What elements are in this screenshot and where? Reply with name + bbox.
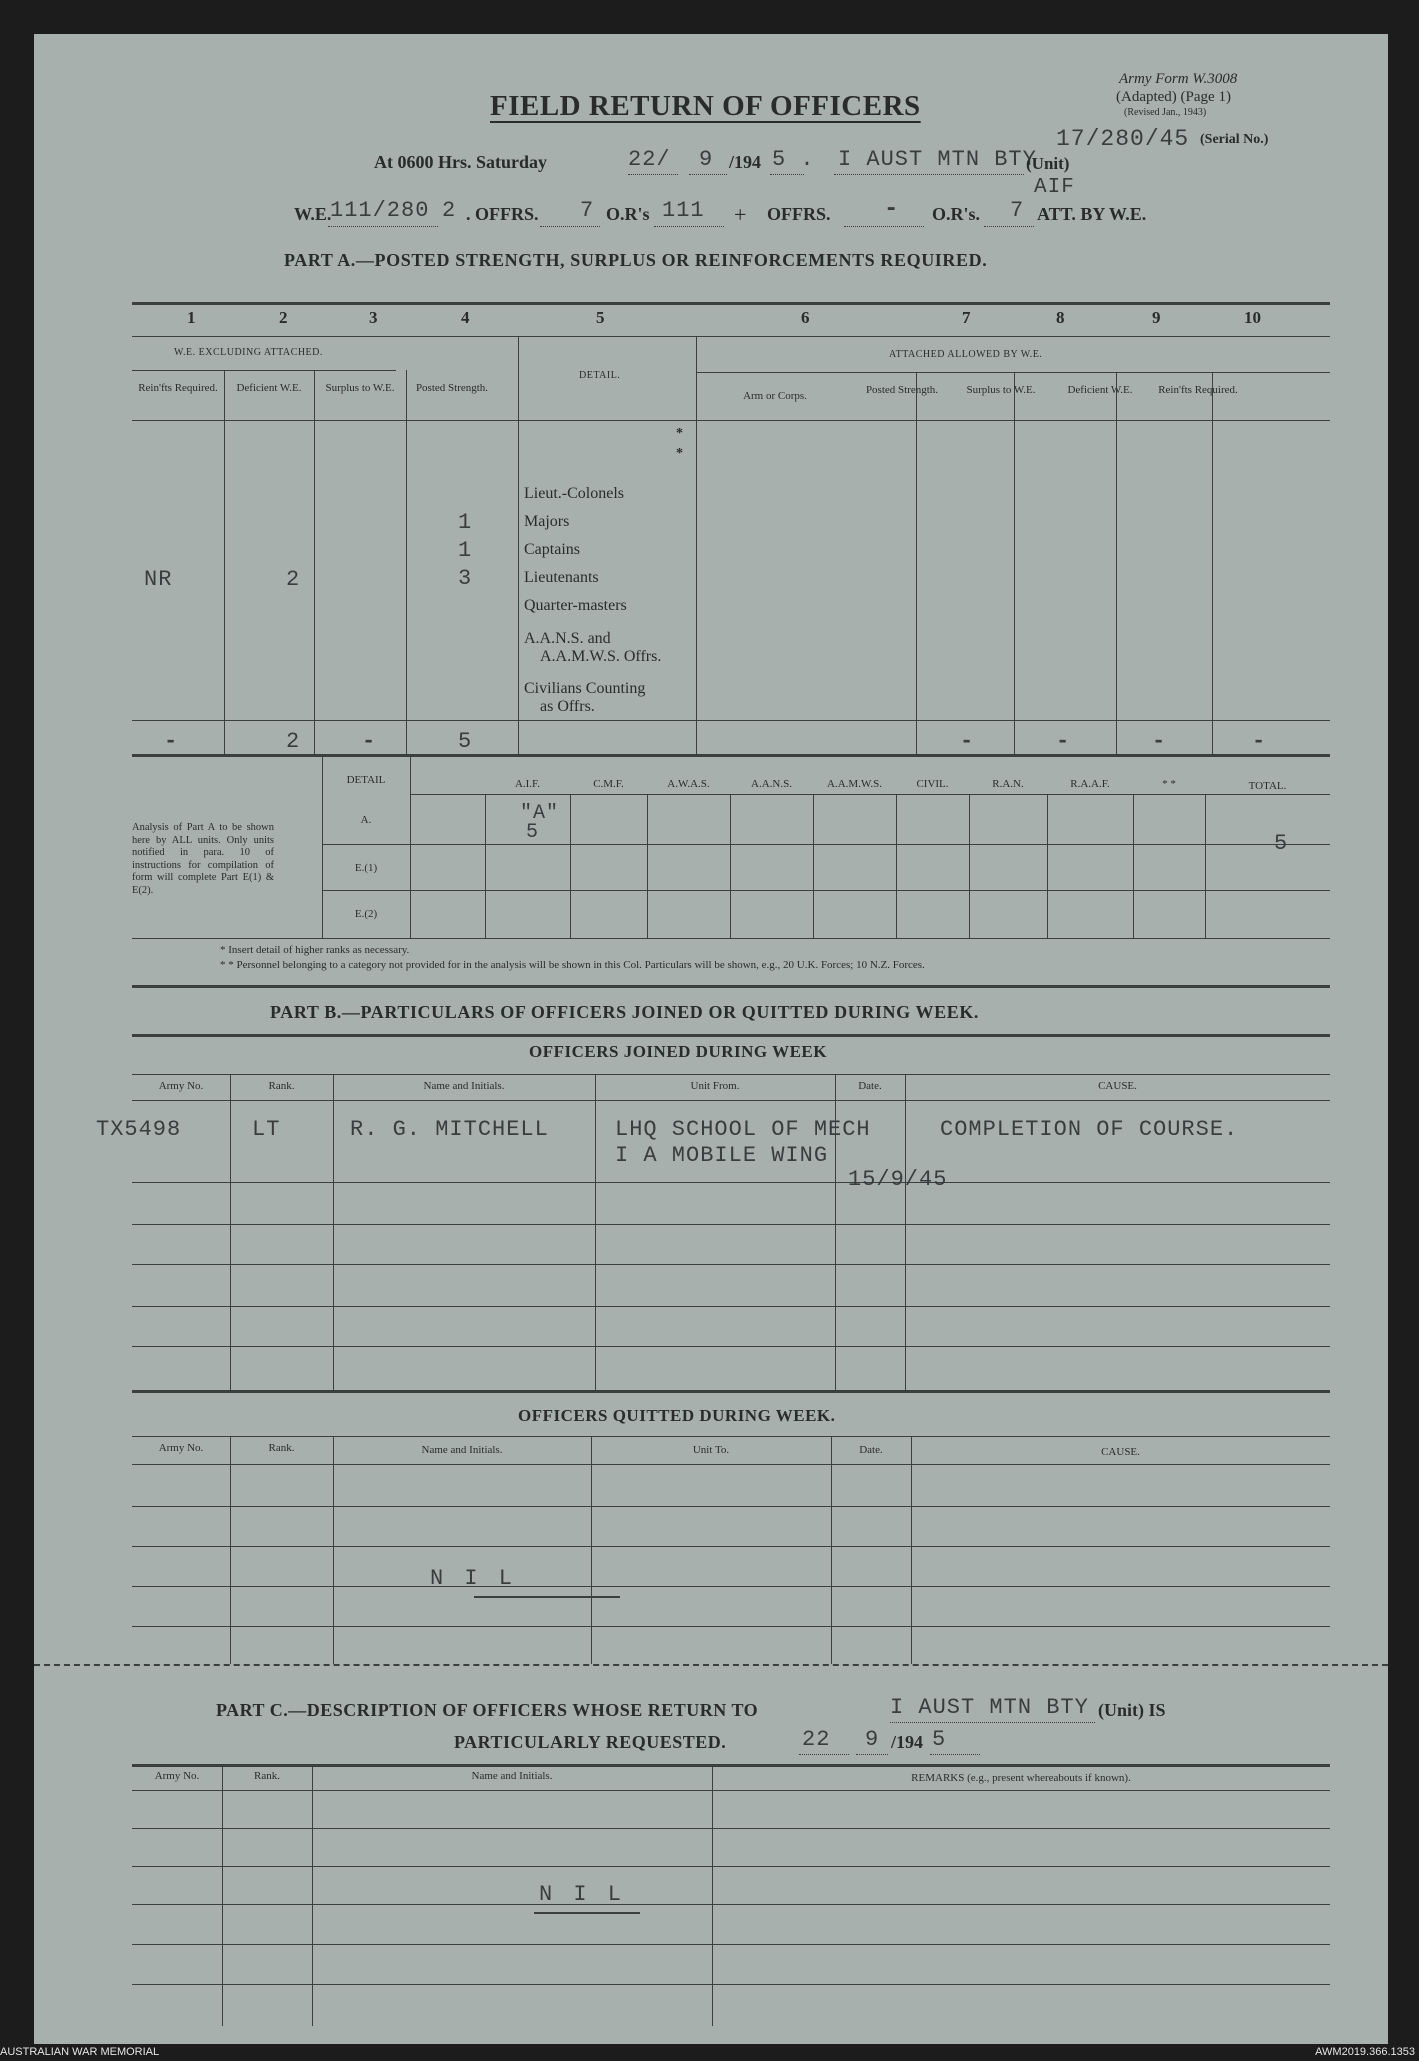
quitted-col-unit-to: Unit To. bbox=[692, 1444, 730, 1456]
analysis-col-ran: R.A.N. bbox=[992, 778, 1024, 790]
we-value: 111/280 bbox=[330, 198, 430, 223]
joined-rank: LT bbox=[252, 1117, 281, 1142]
part-c-requested-label: PARTICULARLY REQUESTED. bbox=[454, 1732, 727, 1752]
part-b-title: PART B.—PARTICULARS OF OFFICERS JOINED OR QUITTED DURING WEEK. bbox=[270, 1002, 980, 1022]
joined-col-date: Date. bbox=[858, 1080, 882, 1092]
joined-col-cause: CAUSE. bbox=[1098, 1080, 1137, 1092]
total-posted: 5 bbox=[458, 729, 473, 754]
part-c-title: PART C.—DESCRIPTION OF OFFICERS WHOSE RETURN TO bbox=[216, 1700, 759, 1720]
footer-left: AUSTRALIAN WAR MEMORIAL bbox=[0, 2046, 160, 2058]
joined-date: 15/9/45 bbox=[848, 1167, 948, 1192]
aif-annotation: AIF bbox=[1034, 176, 1075, 199]
joined-col-army-no: Army No. bbox=[158, 1080, 204, 1092]
plus-sign: + bbox=[734, 202, 747, 227]
ors2-value: 7 bbox=[1010, 198, 1025, 223]
offrs1-value: 7 bbox=[580, 198, 595, 223]
part-c-date-month: 9 bbox=[865, 1727, 880, 1752]
total-surplus: - bbox=[362, 729, 377, 754]
part-c-date-year-prefix: /194 bbox=[891, 1732, 924, 1752]
detail-heading: DETAIL. bbox=[579, 370, 621, 381]
analysis-row-a: A. bbox=[360, 814, 372, 826]
joined-col-rank: Rank. bbox=[268, 1080, 295, 1092]
col-number: 6 bbox=[801, 308, 810, 327]
unit-value: I AUST MTN BTY bbox=[838, 147, 1037, 172]
at-label: At 0600 Hrs. Saturday bbox=[374, 152, 548, 172]
total-deficient-att: - bbox=[1152, 729, 1167, 754]
part-c-col-army-no: Army No. bbox=[154, 1770, 200, 1782]
col-number: 7 bbox=[962, 308, 971, 327]
sub-header-surplus: Surplus to W.E. bbox=[325, 382, 395, 394]
unit-label: (Unit) bbox=[1026, 154, 1070, 173]
ors1-value: 111 bbox=[662, 198, 705, 223]
date-year: 5 . bbox=[772, 147, 815, 172]
part-c-date-day: 22 bbox=[802, 1727, 831, 1752]
reinf-required-value: NR bbox=[144, 567, 173, 592]
sub-header-arm: Arm or Corps. bbox=[743, 390, 807, 402]
part-c-col-rank: Rank. bbox=[254, 1770, 280, 1782]
form-id-line2: (Adapted) (Page 1) bbox=[1116, 89, 1231, 105]
quitted-nil: N I L bbox=[430, 1566, 517, 1591]
rank-aamws: A.A.M.W.S. Offrs. bbox=[540, 648, 662, 665]
form-id-line1: Army Form W.3008 bbox=[1119, 71, 1238, 87]
part-c-col-remarks: REMARKS (e.g., present whereabouts if known). bbox=[911, 1772, 1131, 1784]
analysis-col-civil: CIVIL. bbox=[916, 778, 949, 790]
quitted-col-cause: CAUSE. bbox=[1101, 1446, 1140, 1458]
analysis-col-aif: A.I.F. bbox=[514, 778, 541, 790]
total-surplus-att: - bbox=[1056, 729, 1071, 754]
serial-label: (Serial No.) bbox=[1200, 132, 1269, 147]
we-label: W.E. bbox=[294, 204, 332, 224]
analysis-col-cmf: C.M.F. bbox=[593, 778, 624, 790]
rank-majors: Majors bbox=[524, 513, 570, 530]
joined-name: R. G. MITCHELL bbox=[350, 1117, 549, 1142]
rank-lieutenants: Lieutenants bbox=[524, 569, 599, 586]
joined-col-unit-from: Unit From. bbox=[690, 1080, 740, 1092]
quitted-col-army-no: Army No. bbox=[158, 1442, 204, 1454]
joined-col-name: Name and Initials. bbox=[423, 1080, 505, 1092]
quitted-title: OFFICERS QUITTED DURING WEEK. bbox=[518, 1406, 836, 1425]
joined-title: OFFICERS JOINED DURING WEEK bbox=[529, 1042, 827, 1061]
col-number: 2 bbox=[279, 308, 288, 327]
sub-header-surplus-att: Surplus to W.E. bbox=[966, 384, 1036, 396]
star-marker: * bbox=[676, 426, 683, 441]
date-month: 9 bbox=[699, 147, 714, 172]
sub-header-posted-att: Posted Strength. bbox=[865, 384, 939, 396]
serial-number: 17/280/45 bbox=[1056, 126, 1190, 152]
col-number: 10 bbox=[1244, 308, 1261, 327]
analysis-row-e1: E.(1) bbox=[354, 862, 378, 874]
col-number: 4 bbox=[461, 308, 470, 327]
analysis-col-awas: A.W.A.S. bbox=[667, 778, 710, 790]
rank-lieut-colonels: Lieut.-Colonels bbox=[524, 485, 624, 502]
footnote-2: * * Personnel belonging to a category not provided for in the analysis will be shown in this Col. Particulars will be shown, e.g., 20 U.K. Forces; 10 N.Z. Forces. bbox=[220, 959, 925, 971]
part-c-nil: N I L bbox=[539, 1882, 626, 1907]
analysis-note: Analysis of Part A to be shown here by ALL units. Only units notified in para. 10 of instructions for compilation of form will complete Part E(1) & E(2). bbox=[132, 822, 274, 896]
sub-header-posted: Posted Strength. bbox=[415, 382, 489, 394]
part-c-unit-label: (Unit) IS bbox=[1098, 1700, 1166, 1720]
analysis-aif-a-value: 5 bbox=[526, 821, 540, 844]
col-number: 3 bbox=[369, 308, 378, 327]
rank-as-offrs: as Offrs. bbox=[540, 698, 595, 715]
we-number: 2 bbox=[442, 198, 457, 223]
quitted-col-rank: Rank. bbox=[268, 1442, 295, 1454]
posted-majors: 1 bbox=[458, 510, 473, 535]
analysis-col-total: TOTAL. bbox=[1248, 780, 1287, 792]
part-a-title: PART A.—POSTED STRENGTH, SURPLUS OR REINFORCEMENTS REQUIRED. bbox=[284, 250, 988, 270]
analysis-aif-a-category: "A" bbox=[520, 802, 560, 825]
part-c-unit-value: I AUST MTN BTY bbox=[890, 1695, 1089, 1720]
analysis-row-e2: E.(2) bbox=[354, 908, 378, 920]
footnote-1: * Insert detail of higher ranks as necessary. bbox=[220, 944, 410, 956]
rank-aans: A.A.N.S. and bbox=[524, 630, 611, 647]
footer-right: AWM2019.366.1353 bbox=[1315, 2046, 1415, 2058]
total-reinf-att: - bbox=[1252, 729, 1267, 754]
posted-captains: 1 bbox=[458, 538, 473, 563]
ors2-label: O.R's. bbox=[932, 204, 981, 224]
joined-unit-line2: I A MOBILE WING bbox=[615, 1143, 829, 1168]
analysis-total-a: 5 bbox=[1274, 831, 1289, 856]
joined-army-no: TX5498 bbox=[96, 1117, 182, 1142]
rank-quartermasters: Quarter-masters bbox=[524, 597, 627, 614]
sub-header-deficient: Deficient W.E. bbox=[236, 382, 302, 394]
rank-captains: Captains bbox=[524, 541, 580, 558]
part-c-date-year: 5 bbox=[932, 1727, 947, 1752]
total-deficient: 2 bbox=[286, 729, 301, 754]
quitted-col-date: Date. bbox=[859, 1444, 883, 1456]
analysis-col-aans: A.A.N.S. bbox=[751, 778, 792, 790]
col-number: 8 bbox=[1056, 308, 1065, 327]
form-sheet bbox=[34, 34, 1388, 2044]
att-label: ATT. BY W.E. bbox=[1037, 204, 1147, 224]
sub-header-reinf: Rein'fts Required. bbox=[138, 382, 218, 394]
analysis-col-other: * * bbox=[1162, 778, 1176, 790]
analysis-col-raaf: R.A.A.F. bbox=[1070, 778, 1110, 790]
ors1-label: O.R's bbox=[606, 204, 650, 224]
analysis-detail-heading: DETAIL bbox=[346, 774, 386, 786]
col-number: 9 bbox=[1152, 308, 1161, 327]
col-number: 5 bbox=[596, 308, 605, 327]
analysis-col-aamws: A.A.M.W.S. bbox=[827, 778, 882, 790]
form-id-line3: (Revised Jan., 1943) bbox=[1124, 107, 1207, 118]
offrs1-label: . OFFRS. bbox=[466, 204, 539, 224]
quitted-col-name: Name and Initials. bbox=[421, 1444, 503, 1456]
total-posted-att: - bbox=[960, 729, 975, 754]
joined-unit-line1: LHQ SCHOOL OF MECH bbox=[615, 1117, 871, 1142]
offrs2-label: OFFRS. bbox=[767, 204, 831, 224]
total-reinf: - bbox=[164, 729, 179, 754]
offrs2-value: - bbox=[884, 196, 900, 223]
sub-header-deficient-att: Deficient W.E. bbox=[1067, 384, 1133, 396]
part-c-col-name: Name and Initials. bbox=[471, 1770, 553, 1782]
deficient-value: 2 bbox=[286, 567, 301, 592]
attached-allowed-heading: ATTACHED ALLOWED BY W.E. bbox=[889, 349, 1043, 360]
joined-cause: COMPLETION OF COURSE. bbox=[940, 1117, 1239, 1142]
star-marker: * bbox=[676, 446, 683, 461]
col-number: 1 bbox=[187, 308, 196, 327]
date-day: 22/ bbox=[628, 147, 671, 172]
form-title: FIELD RETURN OF OFFICERS bbox=[490, 90, 921, 122]
sub-header-reinf-att: Rein'fts Required. bbox=[1158, 384, 1238, 396]
we-excluding-heading: W.E. EXCLUDING ATTACHED. bbox=[174, 347, 323, 358]
posted-lieutenants: 3 bbox=[458, 566, 473, 591]
date-year-prefix: /194 bbox=[729, 152, 762, 172]
rank-civilians: Civilians Counting bbox=[524, 680, 646, 697]
